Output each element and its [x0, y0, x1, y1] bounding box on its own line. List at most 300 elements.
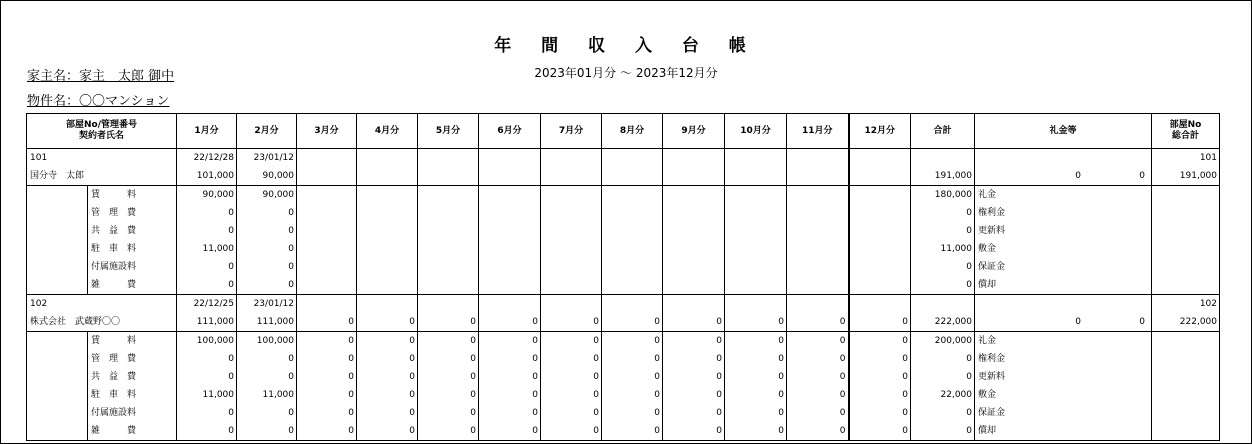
- line-amount: 0: [228, 426, 234, 436]
- line-amount: [850, 204, 909, 222]
- grand-total-spacer: [911, 295, 972, 313]
- payment-date: [602, 149, 660, 167]
- line-amount: 0: [288, 226, 294, 236]
- line-amount: 11,000: [262, 390, 294, 400]
- detail-blank-cell: [27, 186, 88, 295]
- line-amount: 0: [902, 408, 908, 418]
- month-total: 0: [593, 317, 599, 327]
- room-tenant-cell: [27, 149, 177, 186]
- header-month-4: 4月分: [357, 114, 418, 149]
- line-amount: 11,000: [202, 390, 234, 400]
- property-name: 物件名：〇〇マンション: [27, 94, 170, 109]
- room-summary-row: [27, 295, 1220, 332]
- month-summary-cell: [725, 149, 787, 186]
- deposit-value-b: 0: [1139, 171, 1145, 181]
- month-detail-cell: [237, 332, 297, 441]
- line-total: 0: [966, 208, 972, 218]
- payment-date: [418, 295, 476, 313]
- line-amount: 0: [716, 408, 722, 418]
- payment-date: [787, 295, 846, 313]
- month-total: 101,000: [196, 171, 234, 181]
- line-amount: 0: [348, 408, 354, 418]
- month-total: 90,000: [262, 171, 294, 181]
- payment-date: [479, 149, 538, 167]
- month-summary-cell: [541, 149, 602, 186]
- line-amount: 0: [228, 408, 234, 418]
- line-amount: 0: [470, 426, 476, 436]
- line-amount: 0: [409, 336, 415, 346]
- header-room-total: [1152, 114, 1220, 149]
- line-total: 0: [966, 372, 972, 382]
- line-amount: [602, 276, 660, 294]
- line-amount: 0: [902, 336, 908, 346]
- category-label: 管 理 費: [91, 354, 137, 364]
- line-amount: [418, 258, 476, 276]
- deposit-label: 権利金: [978, 354, 1006, 364]
- month-detail-cell: [297, 186, 357, 295]
- month-total: [479, 167, 538, 185]
- line-amount: [850, 258, 909, 276]
- line-amount: [663, 222, 722, 240]
- line-total: 180,000: [934, 190, 972, 200]
- header-total: 合計: [911, 114, 975, 149]
- line-amount: 0: [593, 426, 599, 436]
- payment-date: [787, 149, 846, 167]
- category-label: 共 益 費: [91, 372, 137, 382]
- line-amount: 0: [593, 408, 599, 418]
- line-amount: 0: [532, 426, 538, 436]
- line-amount: 0: [409, 390, 415, 400]
- payment-date: 23/01/12: [253, 153, 294, 163]
- line-amount: [418, 186, 476, 204]
- line-total: 0: [966, 262, 972, 272]
- line-amount: 0: [288, 372, 294, 382]
- line-total: 0: [966, 226, 972, 236]
- deposit-label: 更新料: [978, 372, 1006, 382]
- month-total: 0: [532, 317, 538, 327]
- month-total: [602, 167, 660, 185]
- header-room-total-line2: 総合計: [1171, 131, 1199, 141]
- month-total: 0: [654, 317, 660, 327]
- line-amount: [725, 258, 784, 276]
- month-detail-cell: [357, 186, 418, 295]
- month-total: 0: [778, 317, 784, 327]
- line-amount: 0: [470, 372, 476, 382]
- month-summary-cell: [177, 149, 237, 186]
- line-total: 0: [966, 426, 972, 436]
- line-amount: 0: [288, 408, 294, 418]
- header-month-8: 8月分: [602, 114, 663, 149]
- category-label: 雑 費: [91, 280, 137, 290]
- deposit-label: 礼金: [978, 190, 997, 200]
- line-amount: [663, 258, 722, 276]
- line-amount: 0: [654, 426, 660, 436]
- month-summary-cell: [237, 295, 297, 332]
- deposit-summary-cell: [975, 149, 1152, 186]
- line-total: 200,000: [934, 336, 972, 346]
- deposit-label: 保証金: [978, 408, 1006, 418]
- line-amount: [787, 204, 846, 222]
- month-detail-cell: [849, 332, 911, 441]
- line-amount: [725, 276, 784, 294]
- month-detail-cell: [177, 332, 237, 441]
- header-month-5: 5月分: [418, 114, 479, 149]
- month-detail-cell: [602, 186, 663, 295]
- line-amount: [787, 222, 846, 240]
- grand-total-spacer: [911, 149, 972, 167]
- line-amount: 0: [902, 372, 908, 382]
- line-amount: [357, 186, 415, 204]
- line-amount: 0: [470, 390, 476, 400]
- line-total-cell: [911, 332, 975, 441]
- line-amount: 0: [654, 372, 660, 382]
- line-amount: 0: [348, 354, 354, 364]
- payment-date: [357, 149, 415, 167]
- room-total-value: 222,000: [1179, 317, 1217, 327]
- owner-name: 家主名：家主 太郎 御中: [27, 69, 175, 84]
- line-amount: [357, 204, 415, 222]
- line-amount: 0: [902, 426, 908, 436]
- category-cell: [88, 332, 177, 441]
- month-detail-cell: [297, 332, 357, 441]
- month-total: 0: [470, 317, 476, 327]
- month-summary-cell: [479, 295, 541, 332]
- line-amount: [479, 186, 538, 204]
- line-amount: 0: [532, 336, 538, 346]
- month-detail-cell: [177, 186, 237, 295]
- deposit-value-a: 0: [1075, 317, 1081, 327]
- month-summary-cell: [297, 149, 357, 186]
- month-summary-cell: [602, 149, 663, 186]
- month-summary-cell: [541, 295, 602, 332]
- deposit-label: 敷金: [978, 244, 997, 254]
- line-amount: [725, 204, 784, 222]
- month-detail-cell: [663, 332, 725, 441]
- category-label: 駐 車 料: [91, 244, 137, 254]
- month-detail-cell: [725, 186, 787, 295]
- line-total: 22,000: [940, 390, 972, 400]
- header-month-6: 6月分: [479, 114, 541, 149]
- line-amount: 0: [593, 336, 599, 346]
- category-label: 共 益 費: [91, 226, 137, 236]
- detail-blank-cell: [27, 332, 88, 441]
- line-amount: [418, 240, 476, 258]
- month-detail-cell: [418, 186, 479, 295]
- month-total: 111,000: [256, 317, 294, 327]
- line-amount: [663, 276, 722, 294]
- category-cell: [88, 186, 177, 295]
- line-amount: 0: [778, 354, 784, 364]
- month-summary-cell: [418, 295, 479, 332]
- deposit-value-a: 0: [1075, 171, 1081, 181]
- line-amount: [541, 186, 599, 204]
- month-total: [725, 167, 784, 185]
- month-detail-cell: [541, 186, 602, 295]
- month-detail-cell: [602, 332, 663, 441]
- room-detail-row: [27, 186, 1220, 295]
- line-amount: 100,000: [256, 336, 294, 346]
- line-amount: 0: [778, 426, 784, 436]
- line-amount: [541, 276, 599, 294]
- line-amount: 0: [228, 208, 234, 218]
- line-amount: [787, 186, 846, 204]
- payment-date: [850, 295, 909, 313]
- month-detail-cell: [725, 332, 787, 441]
- month-summary-cell: [725, 295, 787, 332]
- line-amount: 0: [228, 372, 234, 382]
- category-label: 賃 料: [91, 336, 137, 346]
- header-month-7: 7月分: [541, 114, 602, 149]
- line-amount: 0: [532, 372, 538, 382]
- month-total: [787, 167, 846, 185]
- line-amount: [297, 258, 354, 276]
- room-total-number: 101: [1199, 153, 1217, 163]
- line-amount: [297, 186, 354, 204]
- line-amount: [850, 276, 909, 294]
- line-amount: 0: [839, 426, 846, 436]
- category-label: 雑 費: [91, 426, 137, 436]
- line-amount: 90,000: [262, 190, 294, 200]
- line-amount: 0: [716, 390, 722, 400]
- line-amount: [787, 240, 846, 258]
- line-amount: [725, 186, 784, 204]
- month-total: [418, 167, 476, 185]
- line-amount: 0: [470, 336, 476, 346]
- month-summary-cell: [663, 295, 725, 332]
- line-amount: 0: [593, 390, 599, 400]
- line-amount: [602, 186, 660, 204]
- payment-date: [479, 295, 538, 313]
- month-summary-cell: [602, 295, 663, 332]
- header-month-10: 10月分: [725, 114, 787, 149]
- month-total: [850, 167, 909, 185]
- payment-date: [541, 149, 599, 167]
- month-total: [663, 167, 722, 185]
- detail-room-total-blank: [1152, 186, 1220, 295]
- month-detail-cell: [237, 186, 297, 295]
- month-summary-cell: [357, 295, 418, 332]
- line-amount: [850, 240, 909, 258]
- line-amount: 0: [654, 390, 660, 400]
- header-room-tenant: [27, 114, 177, 149]
- line-amount: 0: [716, 372, 722, 382]
- line-amount: [602, 258, 660, 276]
- line-amount: 0: [654, 354, 660, 364]
- line-amount: [787, 276, 846, 294]
- category-label: 駐 車 料: [91, 390, 137, 400]
- line-amount: [663, 240, 722, 258]
- line-amount: [725, 240, 784, 258]
- line-amount: 0: [409, 426, 415, 436]
- line-amount: [297, 204, 354, 222]
- deposit-values: [975, 167, 1151, 185]
- payment-date: [602, 295, 660, 313]
- header-month-12: 12月分: [849, 114, 911, 149]
- header-tenant-label: 契約者氏名: [78, 131, 124, 141]
- payment-date: 23/01/12: [253, 299, 294, 309]
- line-amount: 0: [654, 336, 660, 346]
- line-total: 0: [966, 408, 972, 418]
- payment-date: [418, 149, 476, 167]
- month-detail-cell: [787, 332, 849, 441]
- month-detail-cell: [663, 186, 725, 295]
- month-total: [297, 167, 354, 185]
- payment-date: 22/12/28: [193, 153, 234, 163]
- line-amount: [418, 222, 476, 240]
- line-total: 0: [966, 354, 972, 364]
- line-amount: [357, 276, 415, 294]
- month-total: 111,000: [196, 317, 234, 327]
- line-amount: [357, 222, 415, 240]
- month-summary-cell: [849, 295, 911, 332]
- line-amount: 0: [839, 390, 846, 400]
- payment-date: [357, 295, 415, 313]
- line-amount: [357, 258, 415, 276]
- category-label: 賃 料: [91, 190, 137, 200]
- line-amount: 0: [228, 262, 234, 272]
- month-summary-cell: [479, 149, 541, 186]
- line-amount: 0: [409, 354, 415, 364]
- line-amount: 0: [409, 408, 415, 418]
- header-room-no-label: 部屋No/管理番号: [65, 120, 137, 130]
- month-summary-cell: [297, 295, 357, 332]
- month-summary-cell: [787, 295, 849, 332]
- month-summary-cell: [418, 149, 479, 186]
- line-total-cell: [911, 186, 975, 295]
- payment-date: [725, 149, 784, 167]
- room-number: 101: [30, 153, 48, 163]
- grand-total-cell: [911, 149, 975, 186]
- detail-room-total-blank: [1152, 332, 1220, 441]
- line-amount: 0: [778, 390, 784, 400]
- line-amount: [357, 240, 415, 258]
- header-month-9: 9月分: [663, 114, 725, 149]
- month-total: [541, 167, 599, 185]
- deposit-values: [975, 313, 1151, 331]
- month-total: 0: [409, 317, 415, 327]
- line-amount: 100,000: [196, 336, 234, 346]
- month-summary-cell: [357, 149, 418, 186]
- document-period: 2023年01月分 ～ 2023年12月分: [534, 66, 718, 80]
- month-summary-cell: [787, 149, 849, 186]
- room-tenant-cell: [27, 295, 177, 332]
- line-amount: [418, 276, 476, 294]
- deposit-label-cell: [975, 332, 1152, 441]
- month-total: [357, 167, 415, 185]
- line-amount: 0: [228, 354, 234, 364]
- line-amount: [541, 204, 599, 222]
- line-amount: [787, 258, 846, 276]
- month-summary-cell: [177, 295, 237, 332]
- line-amount: 0: [288, 280, 294, 290]
- payment-date: [663, 295, 722, 313]
- line-amount: 0: [716, 354, 722, 364]
- line-amount: 0: [348, 426, 354, 436]
- line-total: 0: [966, 280, 972, 290]
- deposit-value-b: 0: [1139, 317, 1145, 327]
- tenant-name: 株式会社 武蔵野〇〇: [30, 317, 121, 327]
- header-month-2: 2月分: [237, 114, 297, 149]
- deposit-summary-cell: [975, 295, 1152, 332]
- month-total: 0: [839, 317, 846, 327]
- header-month-3: 3月分: [297, 114, 357, 149]
- room-total-number: 102: [1199, 299, 1217, 309]
- document-title: 年 間 収 入 台 帳: [494, 36, 758, 56]
- header-month-1: 1月分: [177, 114, 237, 149]
- line-amount: [663, 186, 722, 204]
- month-detail-cell: [541, 332, 602, 441]
- room-detail-row: [27, 332, 1220, 441]
- header-deposit: 礼金等: [975, 114, 1152, 149]
- room-total-cell: [1152, 295, 1220, 332]
- line-amount: 0: [839, 372, 846, 382]
- line-amount: 90,000: [202, 190, 234, 200]
- header-room-total-line1: 部屋No: [1169, 120, 1202, 130]
- deposit-label: 更新料: [978, 226, 1006, 236]
- line-amount: 0: [228, 226, 234, 236]
- line-amount: [602, 240, 660, 258]
- deposit-label: 保証金: [978, 262, 1006, 272]
- month-summary-cell: [849, 149, 911, 186]
- line-amount: [297, 276, 354, 294]
- line-amount: 0: [409, 372, 415, 382]
- line-amount: 0: [470, 408, 476, 418]
- deposit-label: 敷金: [978, 390, 997, 400]
- line-amount: 0: [348, 336, 354, 346]
- line-total: 11,000: [940, 244, 972, 254]
- line-amount: [850, 186, 909, 204]
- tenant-name: 国分寺 太郎: [30, 171, 85, 181]
- line-amount: 0: [532, 390, 538, 400]
- line-amount: 0: [348, 390, 354, 400]
- payment-date: [663, 149, 722, 167]
- line-amount: 0: [532, 408, 538, 418]
- line-amount: 0: [288, 262, 294, 272]
- grand-total-cell: [911, 295, 975, 332]
- category-label: 付属施設料: [91, 262, 137, 272]
- line-amount: [602, 222, 660, 240]
- line-amount: 0: [902, 390, 908, 400]
- room-summary-row: [27, 149, 1220, 186]
- line-amount: [479, 276, 538, 294]
- month-total: 0: [716, 317, 722, 327]
- line-amount: 0: [593, 354, 599, 364]
- month-detail-cell: [418, 332, 479, 441]
- header-row: [27, 114, 1220, 149]
- payment-date: [297, 149, 354, 167]
- line-amount: [297, 222, 354, 240]
- month-detail-cell: [479, 332, 541, 441]
- deposit-label: 礼金: [978, 336, 997, 346]
- payment-date: 22/12/25: [193, 299, 234, 309]
- deposit-label: 償却: [978, 426, 997, 436]
- line-amount: 0: [288, 244, 294, 254]
- line-amount: 0: [654, 408, 660, 418]
- month-total: 0: [348, 317, 354, 327]
- line-amount: 0: [716, 336, 722, 346]
- line-amount: 0: [902, 354, 908, 364]
- category-label: 付属施設料: [91, 408, 137, 418]
- line-amount: 0: [348, 372, 354, 382]
- line-amount: [479, 258, 538, 276]
- line-amount: 0: [288, 426, 294, 436]
- line-amount: [541, 240, 599, 258]
- month-detail-cell: [479, 186, 541, 295]
- room-total-value: 191,000: [1179, 171, 1217, 181]
- payment-date: [297, 295, 354, 313]
- line-amount: 0: [593, 372, 599, 382]
- line-amount: [663, 204, 722, 222]
